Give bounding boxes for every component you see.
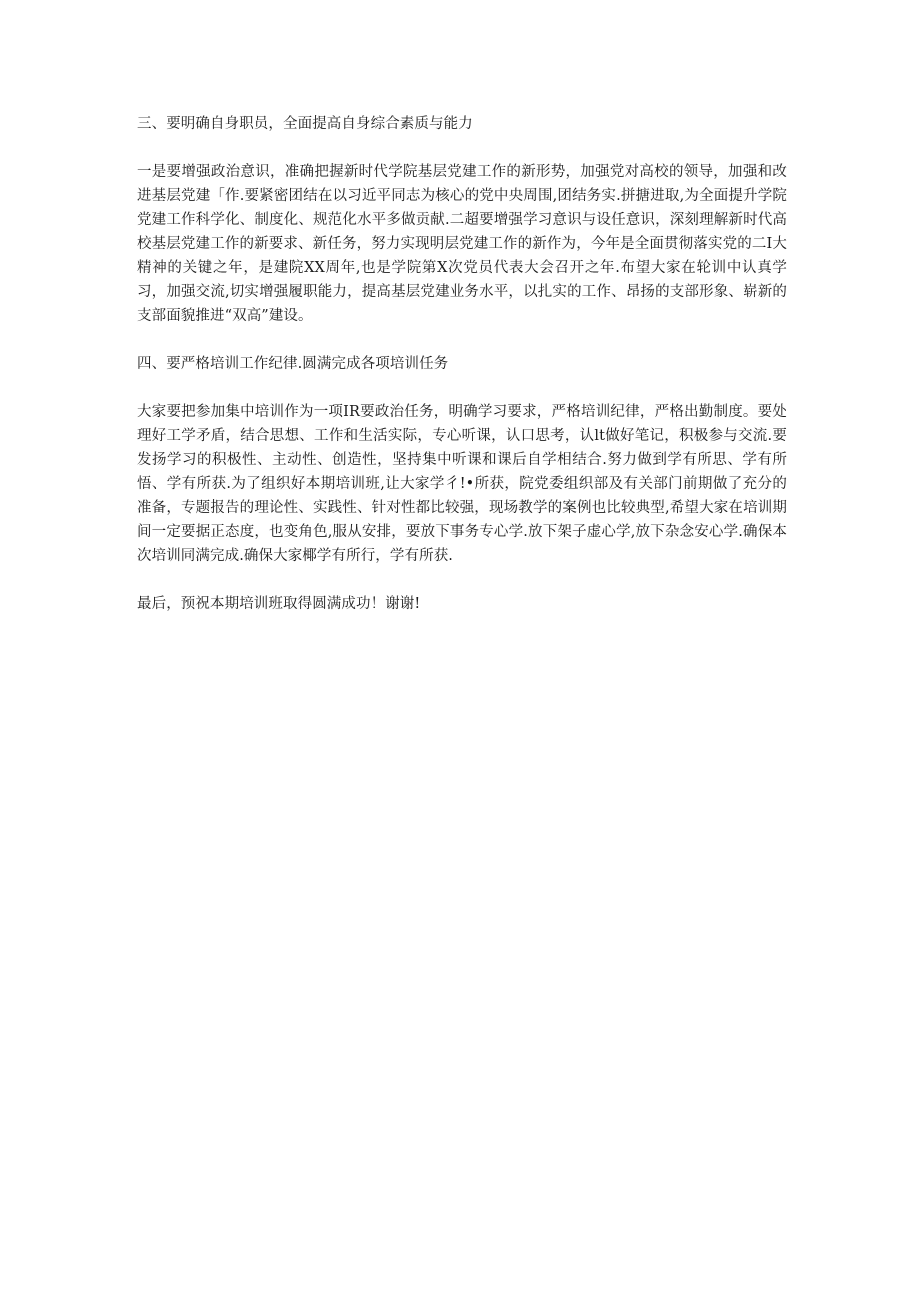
closing-remarks: 最后，预祝本期培训班取得圆满成功！谢谢! <box>137 596 421 612</box>
paragraph-political-awareness: 一是要增强政治意识，准确把握新时代学院基层党建工作的新形势，加强党对高校的领导，加强和改进基层党建「作.要紧密团结在以习近平同志为核心的党中央周围,团结务实.拼搪进取,为全面提升学院党建工作科学化、制度化、规范化水平多做贡献.二超要增强学习意识与设任意识，深刻理解新时代高校基层党建工作的新要求、新任务，努力实现明层党建工作的新作为，今年是全面贯彻落实党的二I大精神的关键之年，是建院XX周年,也是学院第X次党员代表大会召开之年.布望大家在轮训中认真学习，加强交流,切实增强履职能力，提高基层党建业务水平，以扎实的工作、昂扬的支部形象、崭新的支部面貌推进“双高”建设。 <box>137 164 787 324</box>
section-heading-4: 四、要严格培训工作纪律.圆满完成各项培训任务 <box>137 356 449 372</box>
paragraph-training-discipline: 大家要把参加集中培训作为一项IR要政治任务，明确学习要求，严格培训纪律，严格出勤制度。要处理好工学矛盾，结合思想、工作和生活实际，专心听课，认口思考，认lt做好笔记，积极参与交流.要发扬学习的积极性、主动性、创造性，坚持集中听课和课后自学相结合.努力做到学有所思、学有所悟、学有所获.为了组织好本期培训班,让大家学彳!•所获，院党委组织部及有关部门前期做了充分的准备，专题报告的理论性、实践性、针对性都比较强，现场教学的案例也比较典型,希望大家在培训期间一定要据正态度，也变角色,服从安排，要放下事务专心学.放下架子虚心学,放下杂念安心学.确保本次培训同满完成.确保大家椰学有所行，学有所获. <box>137 404 787 564</box>
section-heading-3: 三、要明确自身职员，全面提高自身综合素质与能力 <box>137 116 473 132</box>
document-body <box>137 112 787 616</box>
